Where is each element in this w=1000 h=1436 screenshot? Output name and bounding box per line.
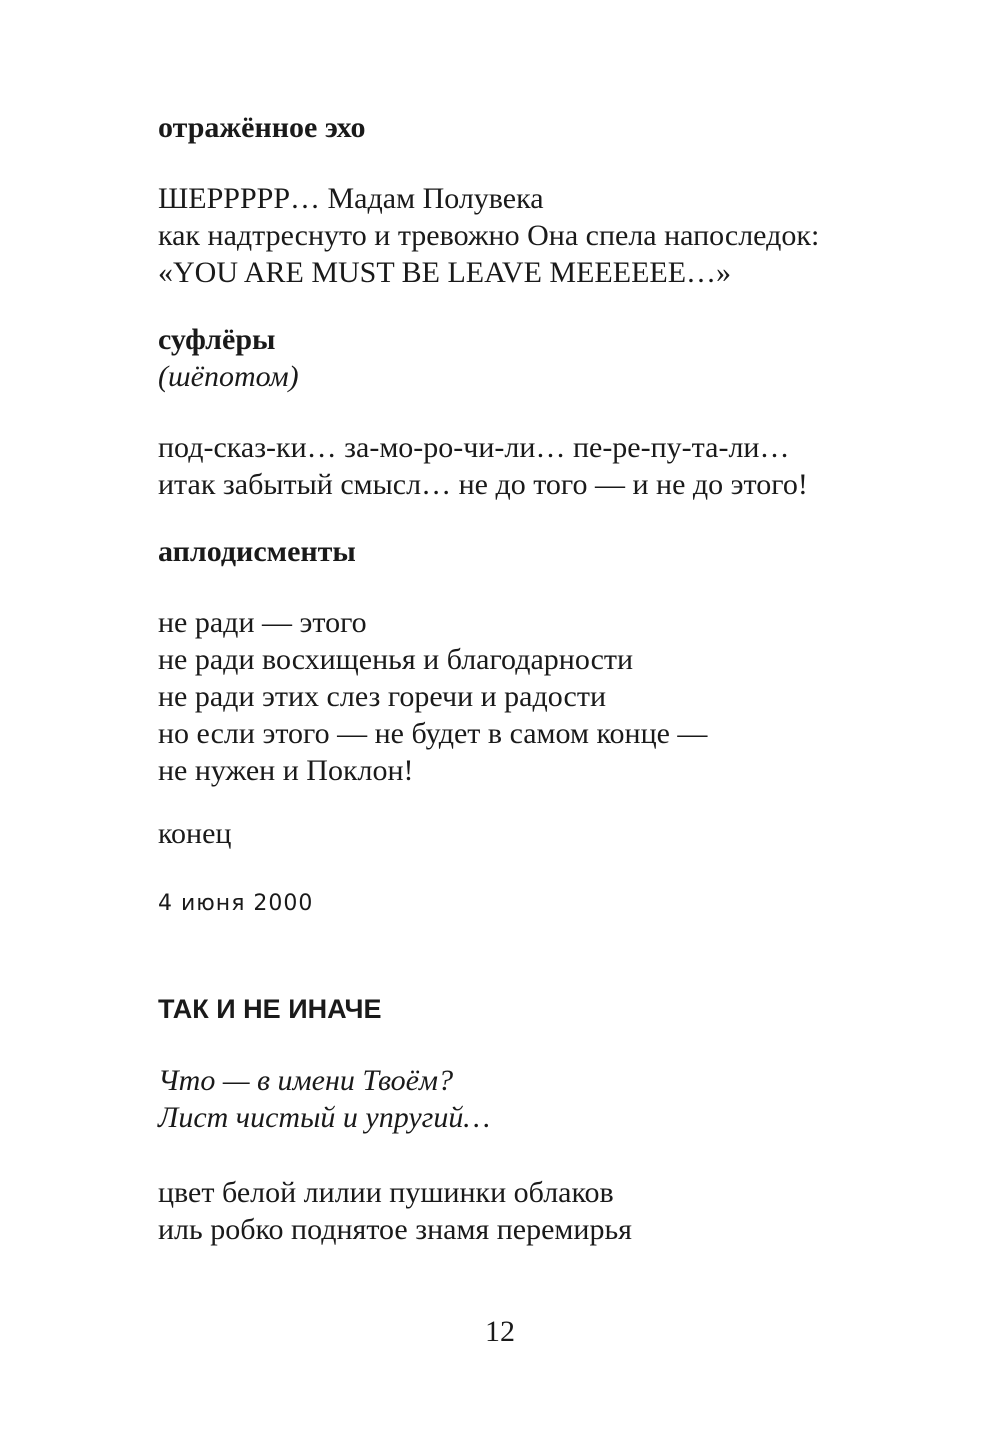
section-heading-prompters: суфлёры (158, 323, 276, 356)
text-line: не нужен и Поклон! (158, 754, 414, 787)
ending-text: конец (158, 817, 232, 850)
text-line: под-сказ-ки… за-мо-ро-чи-ли… пе-ре-пу-та-ли… (158, 431, 790, 464)
text-line: но если этого — не будет в самом конце — (158, 717, 708, 750)
text-line: не ради — этого (158, 606, 367, 639)
poem-line: иль робко поднятое знамя перемирья (158, 1213, 632, 1246)
text-line: ШЕРРРРР… Мадам Полувека (158, 182, 544, 215)
section-heading-echo: отражённое эхо (158, 111, 366, 144)
text-line: не ради этих слез горечи и радости (158, 680, 606, 713)
stage-direction: (шёпотом) (158, 360, 299, 393)
text-line: итак забытый смысл… не до того — и не до этого! (158, 468, 808, 501)
page-number: 12 (485, 1315, 515, 1348)
text-line: как надтреснуто и тревожно Она спела напоследок: (158, 219, 820, 252)
epigraph-line: Что — в имени Твоём? (158, 1064, 454, 1097)
epigraph-line: Лист чистый и упругий… (158, 1101, 491, 1134)
section-heading-applause: аплодисменты (158, 535, 356, 568)
poem-line: цвет белой лилии пушинки облаков (158, 1176, 614, 1209)
text-line: не ради восхищенья и благодарности (158, 643, 634, 676)
poem-title: ТАК И НЕ ИНАЧЕ (158, 994, 382, 1024)
date: 4 июня 2000 (158, 891, 314, 916)
text-line: «YOU ARE MUST BE LEAVE MEEEEEE…» (158, 256, 732, 289)
